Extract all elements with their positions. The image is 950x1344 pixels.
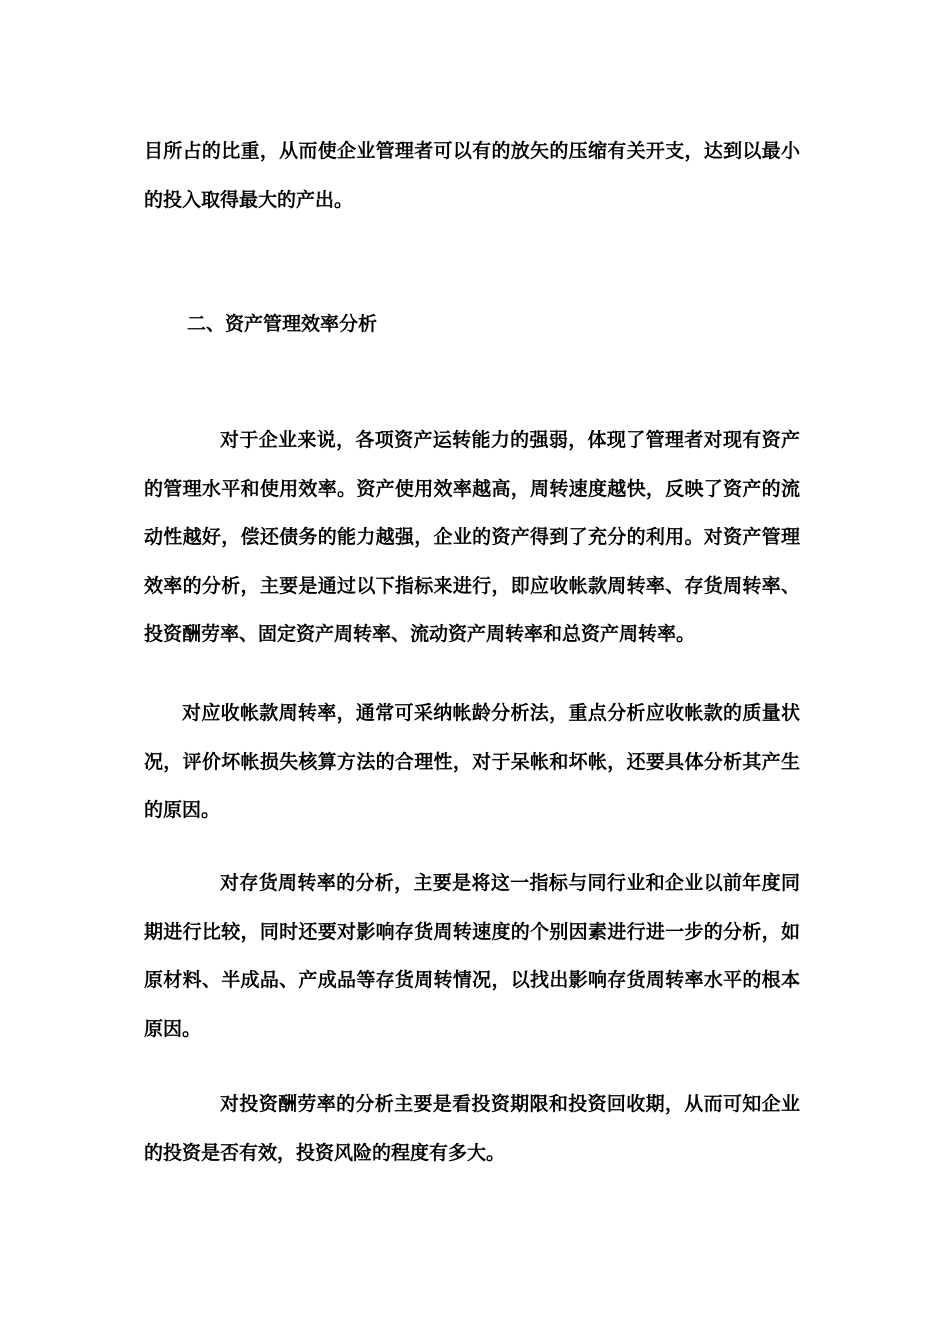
- section-heading: 二、资产管理效率分析: [187, 313, 378, 335]
- paragraph-investment-return: 对投资酬劳率的分析主要是看投资期限和投资回收期，从而可知企业的投资是否有效，投资风险的程度有多大。: [144, 1093, 800, 1164]
- paragraph-inventory-turnover: 对存货周转率的分析，主要是将这一指标与同行业和企业以前年度同期进行比较，同时还要对影响存货周转速度的个别因素进行进一步的分析，如原材料、半成品、产成品等存货周转情况，以找出影响存货周转率水平的根本原因。: [144, 872, 800, 1040]
- paragraph-continuation: 目所占的比重，从而使企业管理者可以有的放矢的压缩有关开支，达到以最小的投入取得最大的产出。: [144, 140, 800, 211]
- paragraph-asset-efficiency-intro: 对于企业来说，各项资产运转能力的强弱，体现了管理者对现有资产的管理水平和使用效率。资产使用效率越高，周转速度越快，反映了资产的流动性越好，偿还债务的能力越强，企业的资产得到了充分的利用。对资产管理效率的分析，主要是通过以下指标来进行，即应收帐款周转率、存货周转率、投资酬劳率、固定资产周转率、流动资产周转率和总资产周转率。: [144, 429, 800, 645]
- paragraph-receivables-turnover: 对应收帐款周转率，通常可采纳帐龄分析法，重点分析应收帐款的质量状况，评价坏帐损失核算方法的合理性，对于呆帐和坏帐，还要具体分析其产生的原因。: [144, 702, 800, 821]
